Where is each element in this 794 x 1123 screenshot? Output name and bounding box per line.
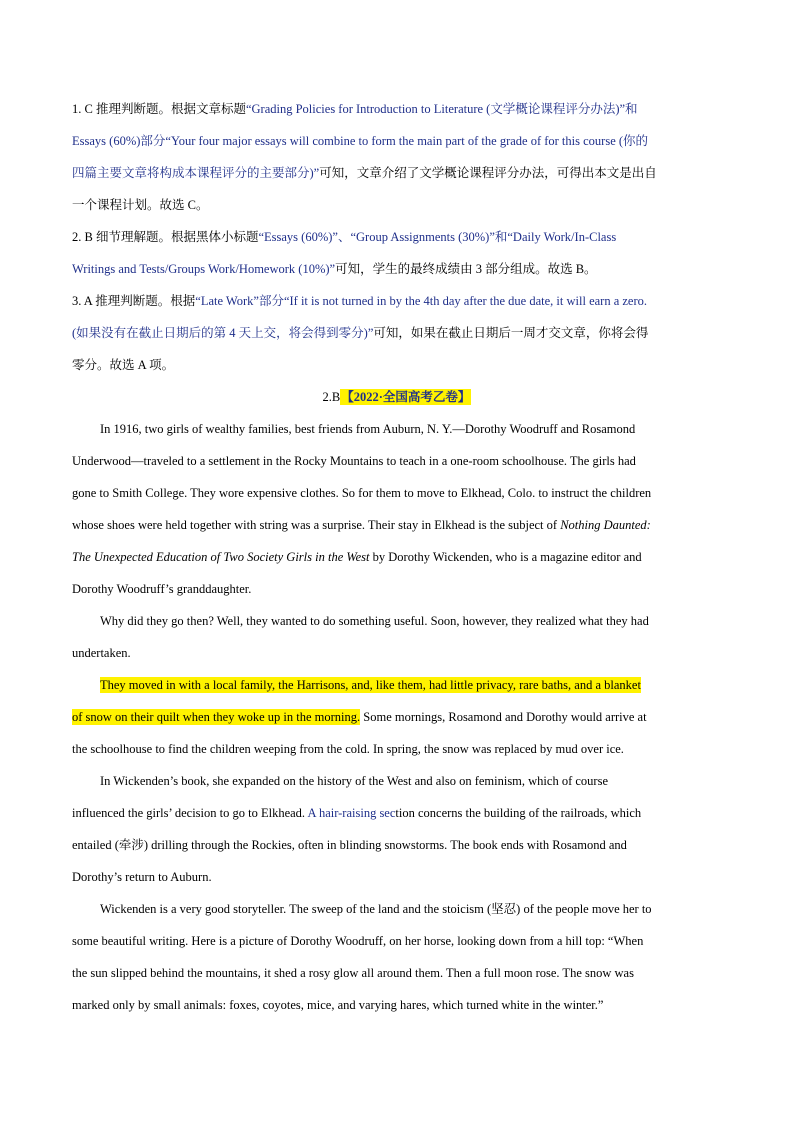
q1-line3-text: 可知，文章介绍了文学概论课程评分办法，可得出本文是出自 [319,166,657,180]
section-source-tag: 【2022·全国高考乙卷】 [341,390,471,404]
p1-line5-text: by Dorothy Wickenden, who is a magazine editor and [369,550,642,564]
q2-line1-quote: “Essays (60%)”、“Group Assignments (30%)”和“Daily Work/In-Class [258,230,617,244]
p5-line2: some beautiful writing. Here is a picture of Dorothy Woodruff, on her horse, looking down from a hill top: “When [72,934,644,948]
q1-line1-quote: “Grading Policies for Introduction to Literature (文学概论课程评分办法)”和 [245,102,638,116]
p1-line1: In 1916, two girls of wealthy families, best friends from Auburn, N. Y.—Dorothy Woodruff and Rosamond [100,422,636,436]
passage-paragraph-3 [72,669,722,765]
q2-line1-label: 2. B 细节理解题。根据黑体小标题 [72,230,259,244]
p2-line2: undertaken. [72,646,131,660]
p4-line1: In Wickenden’s book, she expanded on the history of the West and also on feminism, which of course [100,774,608,788]
passage-paragraph-1 [72,413,722,605]
q1-line1-label: 1. C 推理判断题。根据文章标题 [72,102,246,116]
q3-line2-text: 可知，如果在截止日期后一周才交文章，你将会得 [373,326,649,340]
answer-q1 [72,93,722,221]
p5-line3: the sun slipped behind the mountains, it shed a rosy glow all around them. Then a full moon rose. The snow was [72,966,634,980]
book-title-part1: Nothing Daunted: [560,518,651,532]
p3-highlight-line1: They moved in with a local family, the Harrisons, and, like them, had little privacy, rare baths, and a blanket [100,678,641,692]
q2-line2-text: 可知，学生的最终成绩由 3 部分组成。故选 B。 [335,262,597,276]
q3-line1-quote: “Late Work”部分“If it is not turned in by the 4th day after the due date, it will earn a zero. [195,294,648,308]
q3-line1-label: 3. A 推理判断题。根据 [72,294,196,308]
p4-line4: Dorothy’s return to Auburn. [72,870,212,884]
p3-line2-text: Some mornings, Rosamond and Dorothy would arrive at [360,710,647,724]
p5-line4: marked only by small animals: foxes, coyotes, mice, and varying hares, which turned white in the winter.” [72,998,604,1012]
p1-line4-text: whose shoes were held together with string was a surprise. Their stay in Elkhead is the subject of [72,518,561,532]
section-prefix: 2.B [322,390,341,404]
p2-line1: Why did they go then? Well, they wanted to do something useful. Soon, however, they realized what they had [100,614,649,628]
passage-paragraph-5 [72,893,722,1021]
q2-line2-quote: Writings and Tests/Groups Work/Homework (10%)” [72,262,336,276]
q1-line2-quote: Essays (60%)部分“Your four major essays will combine to form the main part of the grade of for this course (你的 [72,134,649,148]
book-title-part2: The Unexpected Education of Two Society Girls in the West [72,550,370,564]
answer-q2 [72,221,722,285]
p1-line2: Underwood—traveled to a settlement in the Rocky Mountains to teach in a one-room schoolhouse. The girls had [72,454,636,468]
passage-paragraph-2 [72,605,722,669]
section-heading [72,381,722,413]
p4-line2-text: influenced the girls’ decision to go to Elkhead. [72,806,308,820]
q3-line3-text: 零分。故选 A 项。 [72,358,175,372]
p3-highlight-line2: of snow on their quilt when they woke up in the morning. [72,710,361,724]
p1-line6: Dorothy Woodruff’s granddaughter. [72,582,252,596]
p4-line2-rest: tion concerns the building of the railroads, which [395,806,642,820]
q1-line4-text: 一个课程计划。故选 C。 [72,198,209,212]
p1-line3: gone to Smith College. They wore expensive clothes. So for them to move to Elkhead, Colo. to instruct the children [72,486,652,500]
q1-line3-quote: 四篇主要文章将构成本课程评分的主要部分)” [72,166,320,180]
p5-line1: Wickenden is a very good storyteller. The sweep of the land and the stoicism (坚忍) of the people move her to [100,902,652,916]
p4-line3: entailed (牵涉) drilling through the Rockies, often in blinding snowstorms. The book ends with Rosamond and [72,838,627,852]
answer-q3 [72,285,722,381]
p3-line3: the schoolhouse to find the children weeping from the cold. In spring, the snow was replaced by mud over ice. [72,742,624,756]
document-page [72,93,722,1021]
q3-line2-quote: (如果没有在截止日期后的第 4 天上交，将会得到零分)” [72,326,374,340]
passage-paragraph-4 [72,765,722,893]
p4-line2-blue: A hair-raising sec [307,806,396,820]
